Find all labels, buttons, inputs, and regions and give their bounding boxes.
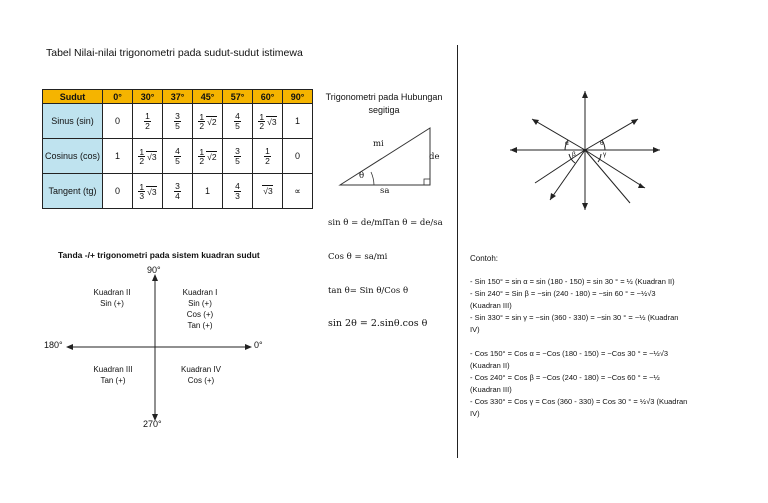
sin-formula: sin θ = de/mi <box>328 218 386 228</box>
row-label: Sinus (sin) <box>43 104 103 139</box>
angle-diagram <box>505 88 665 214</box>
row-label: Cosinus (cos) <box>43 139 103 174</box>
q4-name: Kuadran IV <box>180 365 222 374</box>
angle-arc <box>371 172 374 185</box>
cos-formula: Cos θ = sa/mi <box>328 252 388 262</box>
triangle-title: Trigonometri pada Hubungan segitiga <box>325 92 443 115</box>
q3-tan: Tan (+) <box>100 376 126 385</box>
table-header: 45° <box>193 90 223 104</box>
table-cell: $\frac{4}{3}$ <box>223 174 253 209</box>
q1-sin: Sin (+) <box>188 299 212 308</box>
q4-cos: Cos (+) <box>187 376 215 385</box>
example-line: - Cos 240° = Cos β = −Cos (240 - 180) = −Cos 60 ° = −½ <box>470 373 660 382</box>
alpha-label: α <box>565 140 569 147</box>
table-header: 57° <box>223 90 253 104</box>
table-cell <box>103 139 133 174</box>
example-line: IV) <box>470 409 480 418</box>
left-arrow-icon <box>510 147 517 153</box>
value-text: ∝ <box>294 185 301 196</box>
q1-tan: Tan (+) <box>187 321 213 330</box>
right-triangle-diagram <box>330 125 440 195</box>
table-cell: $\frac{4}{5}$ <box>223 104 253 139</box>
value-text: 0 <box>114 186 120 196</box>
table-row-sin <box>43 104 313 139</box>
table-cell: $\frac{3}{5}$ <box>163 104 193 139</box>
example-line: - Sin 150° = sin α = sin (180 - 150) = sin 30 ° = ½ (Kuadran II) <box>470 277 675 286</box>
table-header: Sudut <box>43 90 103 104</box>
trig-values-table <box>42 89 313 209</box>
left-arrow-icon <box>66 344 73 350</box>
table-cell: $\frac{1}{2}$ √3 <box>253 104 283 139</box>
examples-list <box>470 276 760 420</box>
q2-sin: Sin (+) <box>100 299 124 308</box>
gamma-label: γ <box>603 151 607 158</box>
examples-heading: Contoh: <box>470 254 499 263</box>
theta-label: θ <box>359 171 365 181</box>
table-header: 60° <box>253 90 283 104</box>
example-line <box>470 336 760 348</box>
example-line: (Kuadran III) <box>470 385 512 394</box>
tan-formula: Tan θ = de/sa <box>384 218 443 228</box>
example-line: (Kuadran II) <box>470 361 510 370</box>
table-cell: $\frac{3}{5}$ <box>223 139 253 174</box>
table-cell <box>283 139 313 174</box>
label-0: 0° <box>254 340 263 350</box>
table-cell: $\frac{4}{5}$ <box>163 139 193 174</box>
table-header: 30° <box>133 90 163 104</box>
table-header-row <box>43 90 313 104</box>
quadrant-1-labels <box>178 287 222 331</box>
triangle-shape <box>340 128 430 185</box>
down-arrow-icon <box>582 203 588 210</box>
table-cell: $\frac{1}{2}$ √2 <box>193 104 223 139</box>
hypotenuse-label: mi <box>373 139 384 149</box>
table-cell <box>193 174 223 209</box>
page-title: Tabel Nilai-nilai trigonometri pada sudut-sudut istimewa <box>46 47 303 59</box>
sin-double-formula: sin 2θ = 2.sinθ.cos θ <box>328 318 428 329</box>
adjacent-label: sa <box>380 186 390 196</box>
beta-label: β <box>572 151 576 158</box>
table-cell: $\frac{1}{2}$ <box>253 139 283 174</box>
q1-cos: Cos (+) <box>186 310 214 319</box>
example-line: - Sin 240° = Sin β = −sin (240 - 180) = −sin 60 ° = −½√3 <box>470 289 656 298</box>
table-cell <box>103 174 133 209</box>
arrow-icon <box>550 193 556 200</box>
table-cell <box>283 104 313 139</box>
table-cell: $\frac{1}{2}$ <box>133 104 163 139</box>
example-line: - Cos 150° = Cos α = −Cos (180 - 150) = −Cos 30 ° = −½√3 <box>470 349 669 358</box>
value-text: 1 <box>114 151 120 161</box>
table-cell: √3 <box>253 174 283 209</box>
example-line: (Kuadran III) <box>470 301 512 310</box>
example-line: - Sin 330° = sin γ = −sin (360 - 330) = −sin 30 ° = −½ (Kuadran <box>470 313 679 322</box>
right-angle-marker <box>424 179 430 185</box>
q1-name: Kuadran I <box>182 288 218 297</box>
right-arrow-icon <box>653 147 660 153</box>
opposite-label: de <box>429 152 440 162</box>
label-90: 90° <box>147 265 161 275</box>
up-arrow-icon <box>152 274 158 281</box>
example-line: IV) <box>470 325 480 334</box>
label-180: 180° <box>44 340 63 350</box>
quadrant-4-labels <box>175 364 227 386</box>
table-row-cos <box>43 139 313 174</box>
value-text: 0 <box>294 151 300 161</box>
table-row-tan <box>43 174 313 209</box>
table-cell: $\frac{3}{4}$ <box>163 174 193 209</box>
q2-name: Kuadran II <box>93 288 131 297</box>
example-line: - Cos 330° = Cos γ = Cos (360 - 330) = Cos 30 ° = ½√3 (Kuadran <box>470 397 688 406</box>
right-arrow-icon <box>245 344 252 350</box>
quadrant-title: Tanda -/+ trigonometri pada sistem kuadran sudut <box>58 250 260 260</box>
label-270: 270° <box>143 419 162 429</box>
value-text: 1 <box>204 186 210 196</box>
value-text: 0 <box>114 116 120 126</box>
tan-ratio-formula: tan θ= Sin θ/Cos θ <box>328 286 409 296</box>
table-header: 37° <box>163 90 193 104</box>
page-divider <box>457 45 458 458</box>
table-header: 0° <box>103 90 133 104</box>
quadrant-2-labels <box>88 287 136 309</box>
table-header: 90° <box>283 90 313 104</box>
table-cell <box>103 104 133 139</box>
value-text: 1 <box>294 116 300 126</box>
q3-name: Kuadran III <box>93 365 133 374</box>
table-cell: $\frac{1}{2}$ √3 <box>133 139 163 174</box>
row-label: Tangent (tg) <box>43 174 103 209</box>
table-cell <box>283 174 313 209</box>
up-arrow-icon <box>582 91 588 98</box>
table-cell: $\frac{1}{3}$ √3 <box>133 174 163 209</box>
quadrant-3-labels <box>87 364 139 386</box>
theta-angle-label: θ <box>600 140 604 147</box>
table-cell: $\frac{1}{2}$ √2 <box>193 139 223 174</box>
